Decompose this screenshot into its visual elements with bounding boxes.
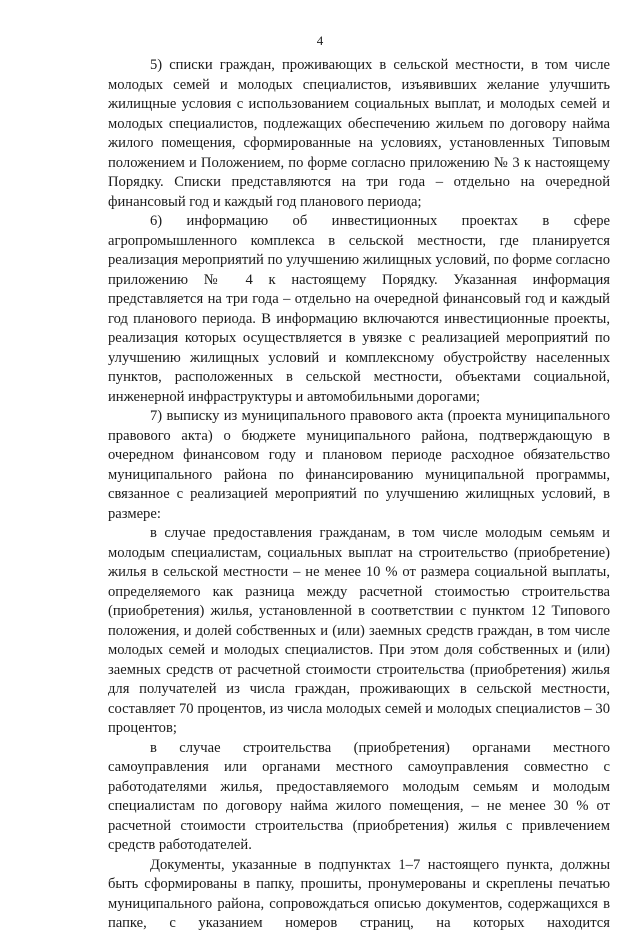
paragraph-subsidy-case: в случае предоставления гражданам, в том числе молодым семьям и молодым специалистам, социальных выплат на строительство (приобретение) жилья в сельской местности – не менее 10 % от размера социальной выплаты, определяемого как разница между расчетной стоимостью строительства (приобретения) жилья, установленной в соответствии с пунктом 12 Типового положения, и долей собственных и (или) заемных средств граждан, в том числе молодых семей и молодых специалистов. При этом доля собственных и (или) заемных средств от расчетной стоимости строительства (приобретения) жилья для получателей из числа граждан, проживающих в сельской местности, составляет 70 процентов, из числа молодых семей и молодых специалистов – 30 процентов; (108, 525, 610, 736)
paragraph-item-6: 6) информацию об инвестиционных проектах в сфере агропромышленного комплекса в сельской местности, где планируется реализация мероприятий по улучшению жилищных условий, по форме согласно приложению № 4 к настоящему Порядку. Указанная информация представляется на три года – отдельно на очередной финансовый год и каждый год планового периода. В информацию включаются инвестиционные проекты, реализация которых осуществляется в увязке с реализацией мероприятий по улучшению жилищных условий и комплексному обустройству населенных пунктов, расположенных в сельской местности, объектами социальной, инженерной инфраструктуры и автомобильными дорогами; (108, 213, 610, 405)
paragraph-construction-case: в случае строительства (приобретения) органами местного самоуправления или органами местного самоуправления совместно с работодателями жилья, предоставляемого молодым семьям и молодым специалистам по договору найма жилого помещения, – не менее 30 % от расчетной стоимости строительства (приобретения) жилья с привлечением средств работодателей. (108, 739, 610, 853)
page-number: 4 (316, 33, 324, 48)
document-body (108, 56, 610, 934)
paragraph-item-7: 7) выписку из муниципального правового акта (проекта муниципального правового акта) о бюджете муниципального района, подтверждающую в очередном финансовом году и плановом периоде расходное обязательство муниципального района по финансированию муниципальной программы, связанное с реализацией мероприятий по улучшению жилищных условий, в размере: (108, 408, 610, 522)
paragraph-item-5: 5) списки граждан, проживающих в сельской местности, в том числе молодых семей и молодых специалистов, изъявивших желание улучшить жилищные условия с использованием социальных выплат, и молодых семей и молодых специалистов, подлежащих обеспечению жильем по договору найма жилого помещения, сформированные на условиях, установленных Типовым положением и Положением, по форме согласно приложению № 3 к настоящему Порядку. Списки представляются на три года – отдельно на очередной финансовый год и каждый год планового периода; (108, 57, 610, 210)
paragraph-documents: Документы, указанные в подпунктах 1–7 настоящего пункта, должны быть сформированы в папку, прошиты, пронумерованы и скреплены печатью муниципального района, сопровождаться описью документов, содержащихся в папке, с указанием номеров страниц, на которых находится (108, 856, 610, 931)
